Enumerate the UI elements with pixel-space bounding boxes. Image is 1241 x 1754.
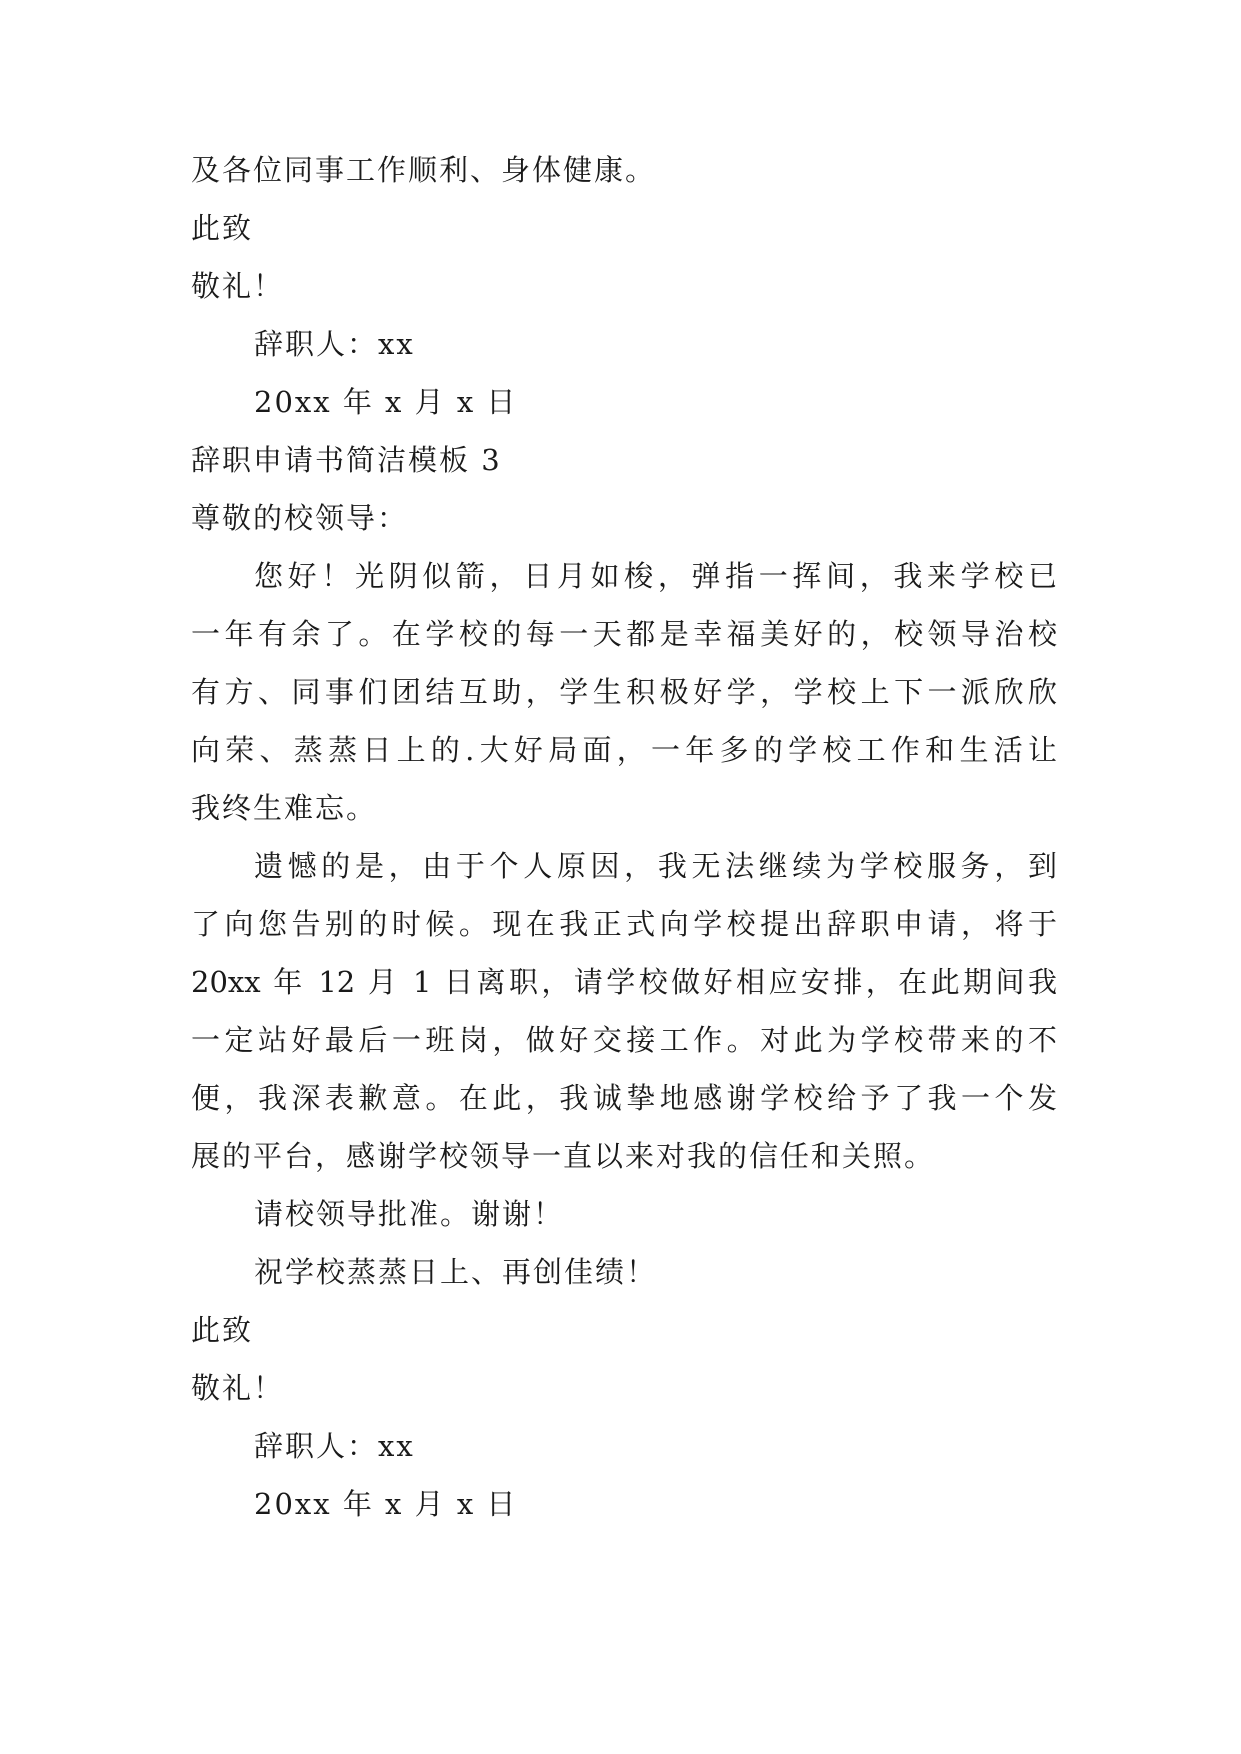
salutation-line1: 此致: [191, 211, 254, 245]
date-line: 20xx 年 x 月 x 日: [254, 385, 518, 419]
paragraph-line: 展的平台，感谢学校领导一直以来对我的信任和关照。: [191, 1139, 936, 1173]
paragraph-line: 一定站好最后一班岗，做好交接工作。对此为学校带来的不: [191, 1023, 1057, 1057]
paragraph-line: 20xx 年 12 月 1 日离职，请学校做好相应安排，在此期间我: [191, 965, 1057, 999]
paragraph-line: 您好！光阴似箭，日月如梭，弹指一挥间，我来学校已: [254, 559, 1057, 593]
paragraph-line: 有方、同事们团结互助，学生积极好学，学校上下一派欣欣: [191, 675, 1057, 709]
salutation-line1: 此致: [191, 1313, 254, 1347]
paragraph-line: 我终生难忘。: [191, 791, 378, 825]
paragraph-line: 了向您告别的时候。现在我正式向学校提出辞职申请，将于: [191, 907, 1057, 941]
date-line: 20xx 年 x 月 x 日: [254, 1487, 518, 1521]
paragraph-line: 向荣、蒸蒸日上的.大好局面，一年多的学校工作和生活让: [191, 733, 1057, 767]
greeting-line: 尊敬的校领导：: [191, 501, 409, 535]
paragraph-line: 一年有余了。在学校的每一天都是幸福美好的，校领导治校: [191, 617, 1057, 651]
wish-line: 祝学校蒸蒸日上、再创佳绩！: [254, 1255, 658, 1289]
signer-line: 辞职人：xx: [254, 327, 415, 361]
salutation-line2: 敬礼！: [191, 1371, 285, 1405]
paragraph-line: 遗憾的是，由于个人原因，我无法继续为学校服务，到: [254, 849, 1057, 883]
signer-line: 辞职人：xx: [254, 1429, 415, 1463]
salutation-line2: 敬礼！: [191, 269, 285, 303]
paragraph-line: 便，我深表歉意。在此，我诚挚地感谢学校给予了我一个发: [191, 1081, 1057, 1115]
request-line: 请校领导批准。谢谢！: [254, 1197, 565, 1231]
section-heading: 辞职申请书简洁模板 3: [191, 443, 502, 477]
closing-line: 及各位同事工作顺利、身体健康。: [191, 153, 657, 187]
